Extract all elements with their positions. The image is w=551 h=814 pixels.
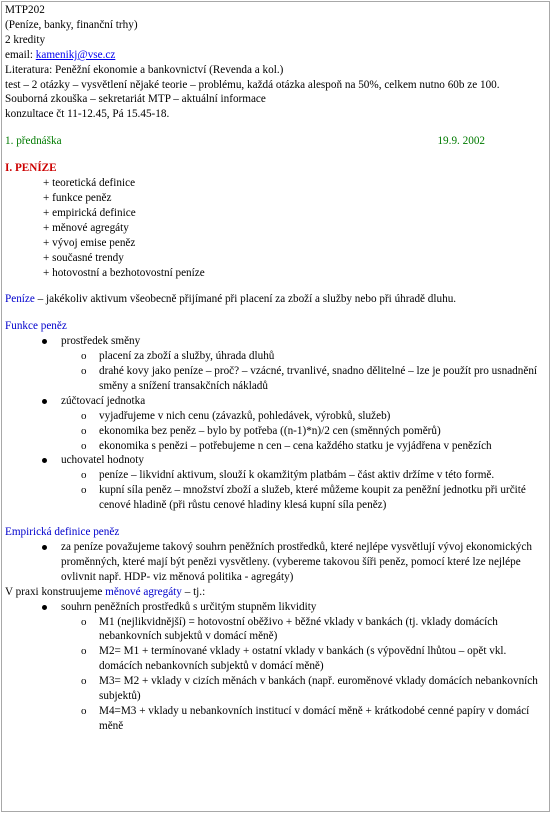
outline-item: + empirická definice [43,206,136,219]
money-definition [5,292,547,307]
lecture-label: 1. přednáška [5,135,62,148]
function-sublist [61,349,547,394]
function-label: zúčtovací jednotka [61,394,146,407]
function-item [5,394,547,454]
practice-line [5,585,547,600]
function-label: prostředek směny [61,335,141,348]
functions-list [5,334,547,513]
aggregate-item: o M3= M2 + vklady v cizích měnách v bankách (např. euroměnové vklady domácích nebankovních subjektů) [61,674,547,704]
aggregate-intro: souhrn peněžních prostředků s určitým stupněm likvidity [61,600,317,613]
definition-term: Peníze [5,293,35,306]
function-label: uchovatel hodnoty [61,454,144,467]
function-subitem: o placení za zboží a služby, úhrada dluhů [61,349,547,364]
outline-item: + měnové agregáty [43,221,129,234]
functions-heading: Funkce peněz [5,320,67,333]
aggregates-list [5,600,547,734]
outline-item: + teoretická definice [43,177,136,190]
aggregate-item: o M4=M3 + vklady u nebankovních institucí v domácí měně + krátkodobé cenné papíry v domácí měně [61,704,547,734]
literature-line: Literatura: Peněžní ekonomie a bankovnictví (Revenda a kol.) [5,63,284,76]
aggregate-sublist [61,615,547,734]
lecture-header [5,134,485,149]
aggregate-item: o M1 (nejlikvidnější) = hotovostní oběživo + běžné vklady v bankách (tj. vklady domácích nebankovních subjektů v domácí měně) [61,615,547,645]
lecture-date: 19.9. 2002 [437,135,485,148]
function-subitem: o ekonomika s penězi – potřebujeme n cen – cena každého statku je vyjádřena v penězích [61,439,547,454]
practice-suffix: – tj.: [181,585,206,598]
email-label: email: [5,48,36,61]
outline-item: + současné trendy [43,251,124,264]
course-credits: 2 kredity [5,33,46,46]
document-page [1,1,550,812]
outline-item: + funkce peněz [43,191,112,204]
aggregate-intro-item [5,600,547,734]
function-subitem: o vyjadřujeme v nich cenu (závazků, pohledávek, výrobků, služeb) [61,409,547,424]
course-code: MTP202 [5,4,45,16]
empirical-item: za peníze považujeme takový souhrn peněžních prostředků, které nejlépe vysvětlují vývoj ekonomických proměnných, které mají být penězi vysvětleny. (vybereme takovou šíři peněz, pomocí které lze nejlépe ovlivnit např. HDP- viz měnová politika - agregáty) [5,540,547,585]
email-link[interactable]: kamenikj@vse.cz [35,48,116,61]
function-item [5,453,547,513]
exam-info: Souborná zkouška – sekretariát MTP – aktuální informace [5,93,266,106]
empirical-list [5,540,547,585]
function-sublist [61,468,547,513]
function-item [5,334,547,394]
email-line [5,48,547,63]
consultation-info: konzultace čt 11-12.45, Pá 15.45-18. [5,108,170,121]
outline-item: + vývoj emise peněz [43,236,136,249]
function-subitem: o peníze – likvidní aktivum, slouží k okamžitým platbám – část aktiv držíme v této formě. [61,468,547,483]
function-subitem: o drahé kovy jako peníze – proč? – vzácné, trvanlivé, snadno dělitelné – lze je použít pro usnadnění směny a snížení transakčních nákladů [61,364,547,394]
test-info: test – 2 otázky – vysvětlení nějaké teorie – problému, každá otázka alespoň na 50%, celkem nutno 60b ze 100. [5,78,500,91]
section-title: I. PENÍZE [5,162,57,175]
empirical-heading: Empirická definice peněz [5,526,120,539]
outline-item: + hotovostní a bezhotovostní peníze [43,266,205,279]
practice-term: měnové agregáty [105,585,182,598]
function-subitem: o ekonomika bez peněz – bylo by potřeba ((n-1)*n)/2 cen (směnných poměrů) [61,424,547,439]
aggregate-item: o M2= M1 + termínované vklady + ostatní vklady v bankách (s výpovědní lhůtou – opět vkl. domácích nebankovních subjektů v domácí měně) [61,644,547,674]
function-sublist [61,409,547,454]
course-subtitle: (Peníze, banky, finanční trhy) [5,18,138,31]
section-outline [43,176,547,280]
practice-prefix: V praxi konstruujeme [5,585,106,598]
function-subitem: o kupní síla peněz – množství zboží a služeb, které můžeme koupit za peněžní jednotku při určité cenové hladině (při růstu cenové hladiny klesá kupní síla peněz) [61,483,547,513]
definition-text: – jakékoliv aktivum všeobecně přijímané při placení za zboží a služby nebo při úhradě dluhu. [34,293,457,306]
